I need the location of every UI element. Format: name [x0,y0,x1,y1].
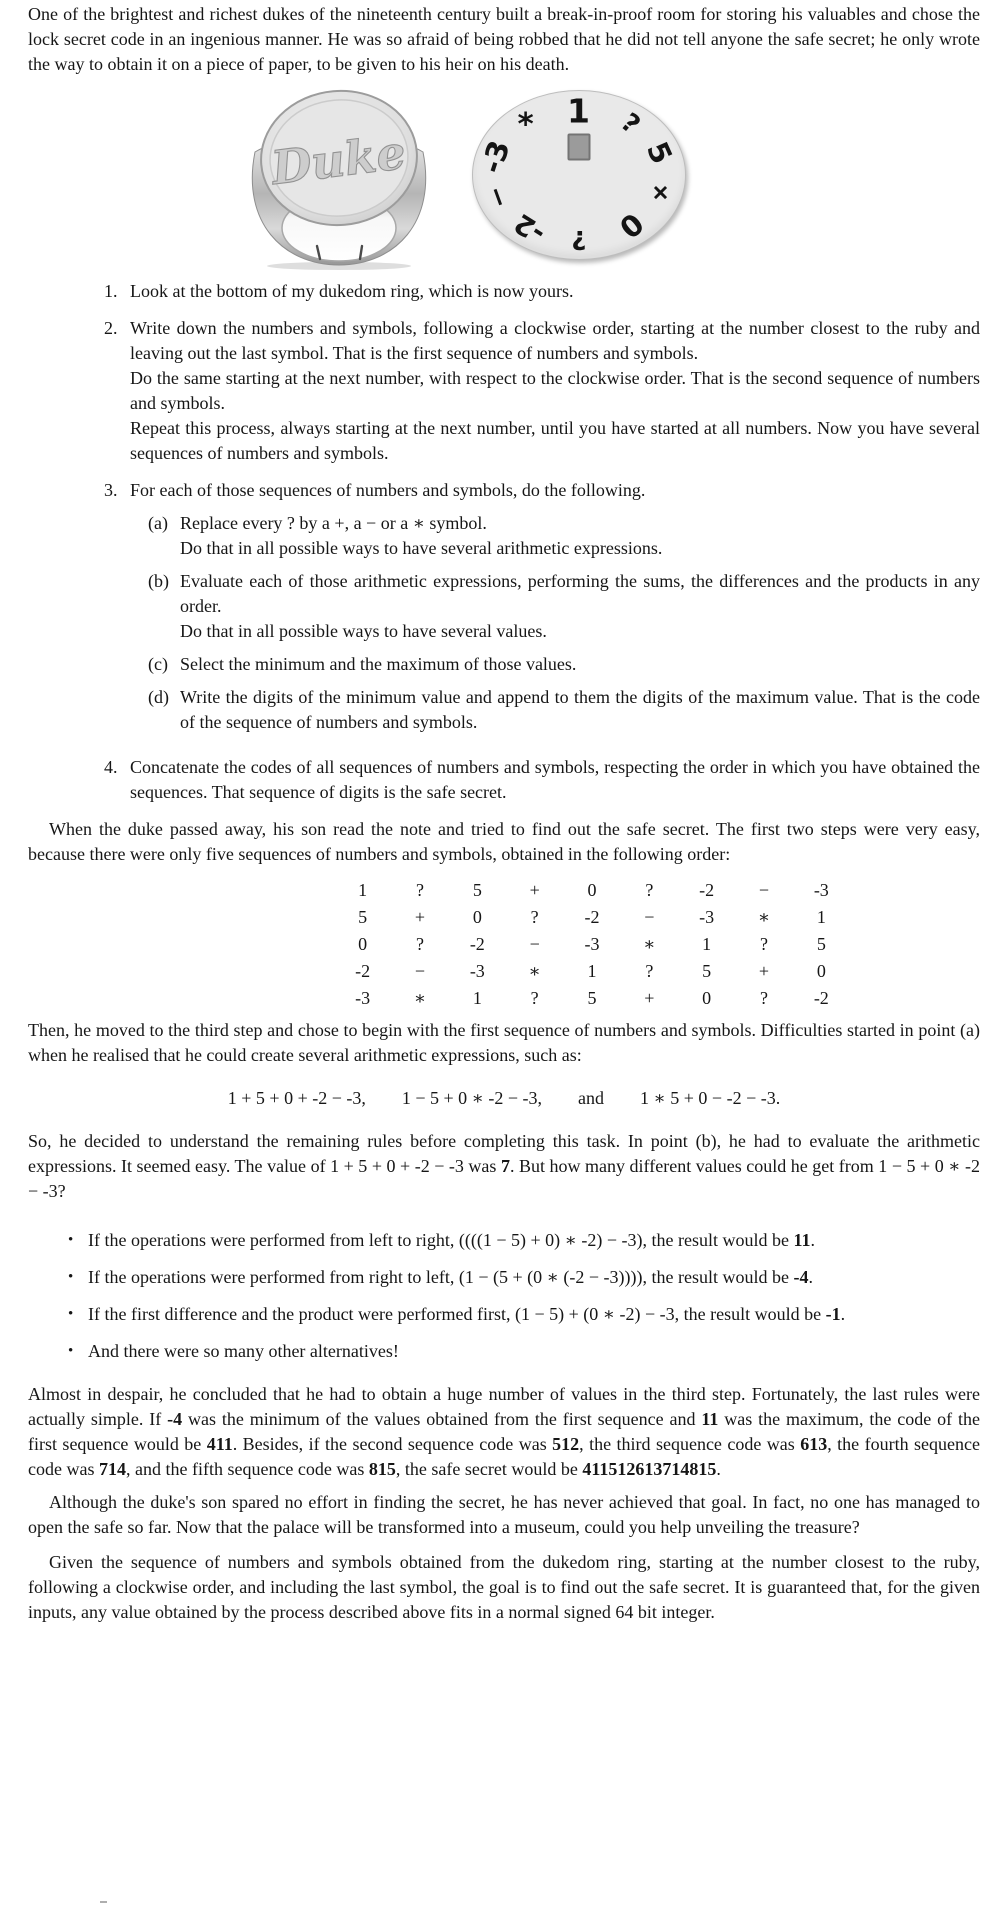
text-run: So, he decided to understand the remaining rules before completing this task. In point (b), he had to evaluate the arithmetic expressions. It seemed easy. The value of 1 + 5 + 0 + -2 − -3 was [28,1131,980,1176]
sequence-table [334,877,850,1012]
list-item-paragraph: Do the same starting at the next number, with respect to the clockwise order. That is the second sequence of numbers and symbols. [130,368,980,413]
list-item-number: 2. [104,318,118,338]
dial-symbol: 5 [640,136,680,170]
ring-engraving: Duke [267,125,409,196]
sequence-token: -3 [355,988,371,1008]
expression-examples [28,1086,980,1111]
dial-symbol: -3 [474,136,517,178]
sequence-token: -3 [469,961,485,981]
dial-symbol: + [643,174,679,211]
sequence-token: -2 [584,907,600,927]
sequence-row [334,958,850,985]
bullet-item [68,1265,980,1290]
dial-symbol: * [517,106,534,143]
sub-list-item [148,511,980,561]
sequence-token: -2 [813,988,829,1008]
text-run: If the operations were performed from left to right, ((((1 − 5) + 0) ∗ -2) − -3), the result would be [88,1230,794,1250]
list-item [104,478,980,743]
text-run: . [810,1230,815,1250]
sub-list-item [148,685,980,735]
figures [0,79,932,271]
bold-value: -4 [793,1267,809,1287]
sub-item-label: (a) [148,513,168,533]
bold-value: 714 [98,1459,126,1479]
list-item-number: 3. [104,480,118,500]
dial-symbol: − [479,181,516,213]
sequence-token: ∗ [413,988,427,1008]
text-run: If the operations were performed from right to left, (1 − (5 + (0 ∗ (-2 − -3)))), the result would be [88,1267,794,1287]
sequence-row [334,904,850,931]
sequence-token: − [529,934,540,954]
sequence-token: 5 [472,880,482,900]
text-run: . [808,1267,813,1287]
sequence-token: -2 [355,961,371,981]
sequence-token: − [414,961,426,981]
sequence-token: 1 [358,880,368,900]
sequence-token: ∗ [643,934,656,954]
sub-item-body [180,685,980,735]
bold-value: 411512613714815 [582,1459,717,1479]
sequence-row [334,877,850,904]
bullet-icon: • [68,1232,74,1248]
sub-item-paragraph: Evaluate each of those arithmetic expressions, performing the sums, the differences and the products in any order. [180,571,980,616]
sequence-token: -2 [699,880,715,900]
sequence-token: + [529,880,540,900]
ruby-marker [567,134,590,161]
sequence-token: -3 [699,907,715,927]
sub-item-paragraph: Do that in all possible ways to have several arithmetic expressions. [180,538,663,558]
sequence-token: 0 [472,907,482,927]
sequence-token: -2 [469,934,485,954]
bullet-list [68,1228,980,1364]
expression: and [578,1088,605,1108]
sub-list [148,511,980,735]
sequence-token: ? [645,880,654,900]
sequence-token: 0 [816,961,826,981]
text-run: If the first difference and the product were performed first, (1 − 5) + (0 ∗ -2) − -3, the result would be [88,1304,826,1324]
sequence-token: − [644,907,655,927]
steps-list [104,279,980,805]
text-run: , the third sequence code was [579,1434,801,1454]
bullet-item [68,1339,980,1364]
sequence-row [334,931,850,958]
intro-paragraph: One of the brightest and richest dukes of the nineteenth century built a break-in-proof room for storing his valuables and chose the lock secret code in an ingenious manner. He was so afraid of being robbed that he did not tell anyone the safe secret; he only wrote the way to obtain it on a piece of paper, to be given to his heir on his death. [28,4,980,74]
sub-item-label: (b) [148,571,169,591]
paragraph-given: Given the sequence of numbers and symbols obtained from the dukedom ring, starting at the number closest to the ruby, following a clockwise order, and including the last symbol, the goal is to find out the safe secret. It is guaranteed that, for the given inputs, any value obtained by the process described above fits in a normal signed 64 bit integer. [28,1552,980,1622]
bold-value: 613 [800,1434,828,1454]
text-run: . Besides, if the second sequence code was [232,1434,553,1454]
sequence-token: 0 [358,934,368,954]
paragraph-so [28,1129,980,1204]
sub-item-body [180,652,980,677]
list-item [104,316,980,466]
text-run: , the safe secret would be [395,1459,583,1479]
sequence-token: ∗ [528,961,541,981]
sequence-token: 1 [472,988,482,1008]
bold-value: 7 [500,1156,510,1176]
list-item-paragraph: Look at the bottom of my dukedom ring, which is now yours. [130,281,574,301]
list-item-body [130,478,980,743]
bullet-item-body [88,1265,980,1290]
bullet-icon: • [68,1269,74,1285]
text-run: And there were so many other alternatives! [88,1341,399,1361]
list-item-body [130,316,980,466]
sequence-token: + [414,907,426,927]
sequence-token: 1 [702,934,712,954]
dial-symbol: -2 [509,206,552,250]
sequence-token: -3 [584,934,600,954]
sequence-token: + [644,988,655,1008]
sequence-token: + [758,961,770,981]
bullet-item [68,1302,980,1327]
text-run: . [840,1304,846,1324]
sequence-token: -3 [813,880,829,900]
dial-symbol: ? [614,107,646,141]
list-item-paragraph: Write down the numbers and symbols, following a clockwise order, starting at the number closest to the ruby and leaving out the last symbol. That is the first sequence of numbers and symbols. [130,318,980,363]
dial-symbol: 0 [613,206,651,246]
bold-value: -4 [167,1409,183,1429]
bullet-item-body [88,1339,980,1364]
text-run: . But how many different values could he get from 1 − 5 + 0 ∗ -2 − -3? [28,1156,980,1201]
sequence-token: ? [530,907,539,927]
sub-list-item [148,569,980,644]
paragraph-when: When the duke passed away, his son read the note and tried to find out the safe secret. The first two steps were very easy, because there were only five sequences of numbers and symbols, obtained in the following order: [28,819,980,864]
next-line-cutoff-mark [100,1901,107,1903]
code-dial-image [472,90,686,260]
list-item-number: 4. [104,757,118,777]
sequence-token: ? [759,934,768,954]
bold-value: 11 [701,1409,719,1429]
sequence-token: 5 [702,961,712,981]
bold-value: -1 [825,1304,841,1324]
sub-item-paragraph: Replace every ? by a +, a − or a ∗ symbol. [180,513,487,533]
list-item-paragraph: Repeat this process, always starting at the next number, until you have started at all numbers. Now you have several sequences of numbers and symbols. [130,418,980,463]
list-item-paragraph: Concatenate the codes of all sequences of numbers and symbols, respecting the order in which you have obtained the sequences. That sequence of digits is the safe secret. [130,757,980,802]
bullet-item-body [88,1302,980,1327]
text-run: , and the fifth sequence code was [125,1459,369,1479]
sequence-token: 5 [816,934,826,954]
sub-item-paragraph: Select the minimum and the maximum of those values. [180,654,577,674]
list-item-body [130,279,980,304]
sub-item-paragraph: Write the digits of the minimum value and append to them the digits of the maximum value. That is the code of the sequence of numbers and symbols. [180,687,980,732]
sequence-token: ? [415,880,424,900]
bullet-item [68,1228,980,1253]
bold-value: 11 [793,1230,811,1250]
paragraph-then: Then, he moved to the third step and chose to begin with the first sequence of numbers and symbols. Difficulties started in point (a) when he realised that he could create several arithmetic expressions, such as: [28,1020,980,1065]
sequence-token: ? [530,988,539,1008]
dial-symbols [472,90,686,260]
paragraph-almost [28,1382,980,1482]
bullet-icon: • [68,1343,74,1359]
expression: 1 − 5 + 0 ∗ -2 − -3, [401,1088,543,1108]
sequence-token: ? [645,961,654,981]
list-item-paragraph: For each of those sequences of numbers and symbols, do the following. [130,480,646,500]
expression: 1 + 5 + 0 + -2 − -3, [227,1088,366,1108]
expression: 1 ∗ 5 + 0 − -2 − -3. [640,1088,781,1108]
sequence-token: 5 [358,907,368,927]
dial-symbol: 1 [567,91,590,131]
bullet-item-body [88,1228,980,1253]
sequence-token: 1 [816,907,826,927]
bold-value: 411 [206,1434,233,1454]
sequence-token: − [758,880,770,900]
sub-item-paragraph: Do that in all possible ways to have several values. [180,621,547,641]
list-item [104,279,980,304]
list-item-number: 1. [104,281,118,301]
sequence-token: 0 [587,880,597,900]
bullet-icon: • [68,1306,74,1322]
bold-value: 815 [368,1459,396,1479]
duke-ring-image [227,80,452,270]
bold-value: 512 [552,1434,580,1454]
sequence-token: 0 [702,988,712,1008]
dial-symbol: ? [570,224,587,254]
list-item [104,755,980,805]
text-run: was the maximum, the code of the first sequence would be [28,1409,980,1454]
text-run: . [716,1459,721,1479]
sequence-token: ∗ [757,907,771,927]
sequence-token: 1 [587,961,597,981]
sub-list-item [148,652,980,677]
sequence-token: ? [759,988,768,1008]
sub-item-label: (d) [148,687,169,707]
paragraph-although: Although the duke's son spared no effort in finding the secret, he has never achieved that goal. In fact, no one has managed to open the safe so far. Now that the palace will be transformed into a museum, could you help unveiling the treasure? [28,1492,980,1537]
text-run: , the fourth sequence code was [28,1434,980,1479]
sub-item-label: (c) [148,654,168,674]
text-run: was the minimum of the values obtained from the first sequence and [182,1409,702,1429]
sequence-token: 5 [587,988,597,1008]
text-run: Almost in despair, he concluded that he had to obtain a huge number of values in the third step. Fortunately, the last rules were actually simple. If [28,1384,980,1429]
list-item-body [130,755,980,805]
sequence-token: ? [415,934,424,954]
sub-item-body [180,511,980,561]
sub-item-body [180,569,980,644]
sequence-row [334,985,850,1012]
